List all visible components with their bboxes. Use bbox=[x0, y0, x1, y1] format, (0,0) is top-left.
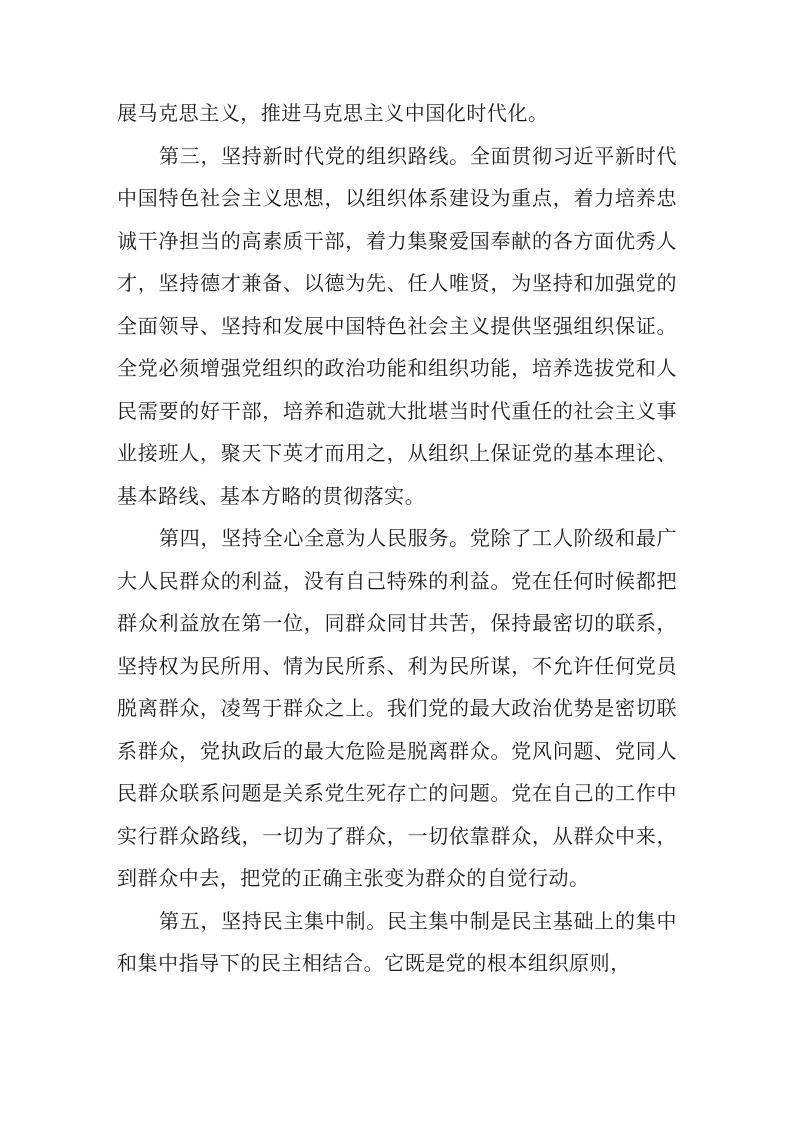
paragraph-third-principle: 第三，坚持新时代党的组织路线。全面贯彻习近平新时代中国特色社会主义思想，以组织体系建设为重点，着力培养忠诚干净担当的高素质干部，着力集聚爱国奉献的各方面优秀人才，坚持德才兼备、以德为先、任人唯贤，为坚持和加强党的全面领导、坚持和发展中国特色社会主义提供坚强组织保证。全党必须增强党组织的政治功能和组织功能，培养选拔党和人民需要的好干部，培养和造就大批堪当时代重任的社会主义事业接班人，聚天下英才而用之，从组织上保证党的基本理论、基本路线、基本方略的贯彻落实。 bbox=[117, 143, 677, 508]
document-page bbox=[117, 92, 677, 985]
paragraph-continuation: 展马克思主义，推进马克思主义中国化时代化。 bbox=[117, 101, 549, 125]
paragraph-fifth-principle: 第五，坚持民主集中制。民主集中制是民主基础上的集中和集中指导下的民主相结合。它既是党的根本组织原则， bbox=[117, 908, 677, 975]
paragraph-fourth-principle: 第四，坚持全心全意为人民服务。党除了工人阶级和最广大人民群众的利益，没有自己特殊的利益。党在任何时候都把群众利益放在第一位，同群众同甘共苦，保持最密切的联系，坚持权为民所用、情为民所系、利为民所谋，不允许任何党员脱离群众，凌驾于群众之上。我们党的最大政治优势是密切联系群众，党执政后的最大危险是脱离群众。党风问题、党同人民群众联系问题是关系党生死存亡的问题。党在自己的工作中实行群众路线，一切为了群众，一切依靠群众，从群众中来，到群众中去，把党的正确主张变为群众的自觉行动。 bbox=[117, 526, 677, 890]
